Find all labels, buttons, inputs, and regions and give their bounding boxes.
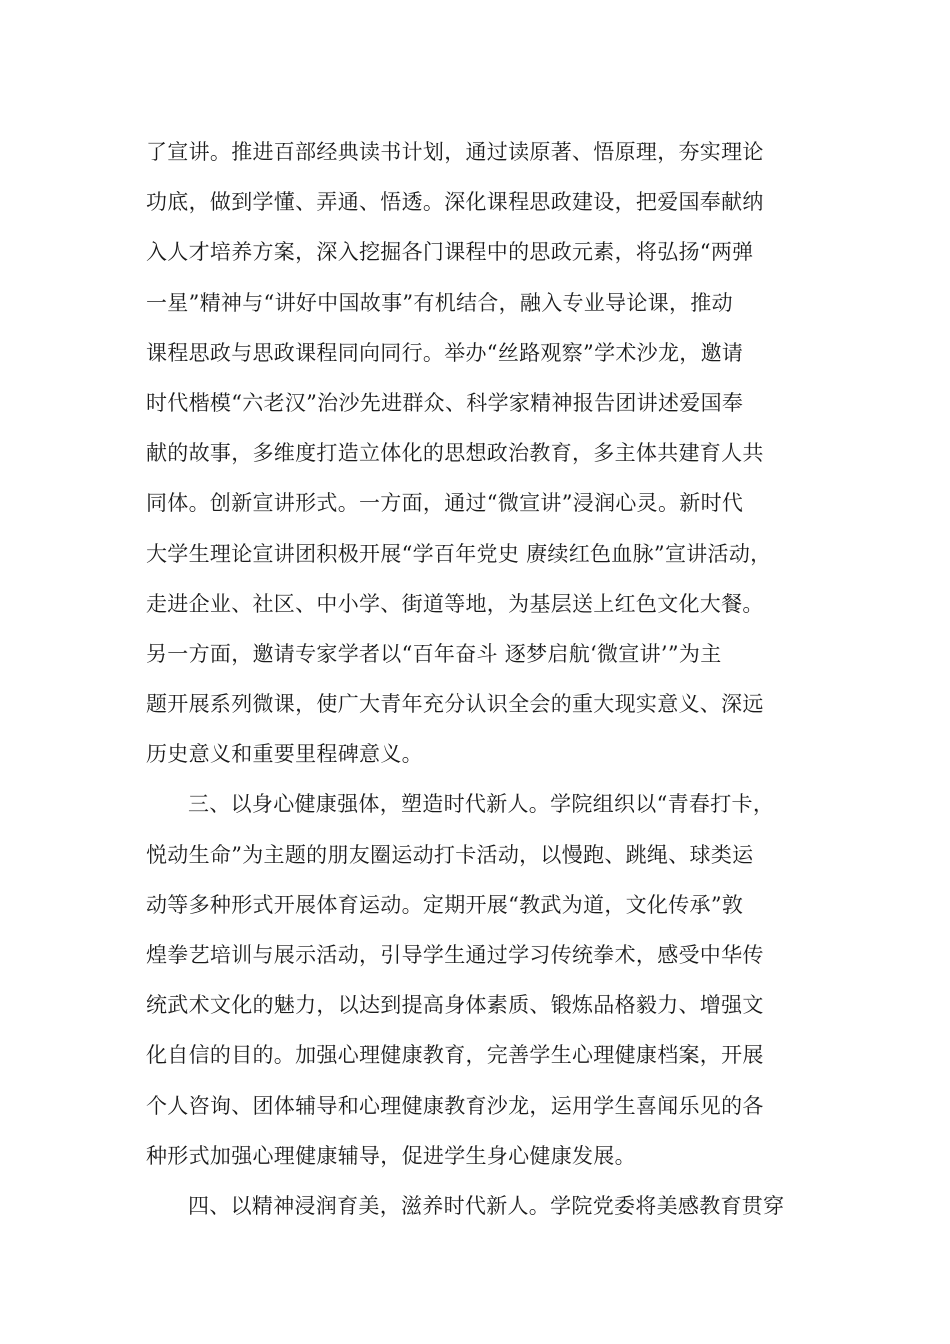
text-line: 入人才培养方案，深入挖掘各门课程中的思政元素，将弘扬“两弹 xyxy=(146,240,754,265)
section-heading-line: 三、以身心健康强体，塑造时代新人。学院组织以“青春打卡， xyxy=(188,792,775,817)
text-line: 了宣讲。推进百部经典读书计划，通过读原著、悟原理，夯实理论 xyxy=(146,140,764,164)
text-line: 走进企业、社区、中小学、街道等地，为基层送上红色文化大餐。 xyxy=(146,591,764,616)
text-line: 悦动生命”为主题的朋友圈运动打卡活动，以慢跑、跳绳、球类运 xyxy=(146,842,754,867)
text-line: 同体。创新宣讲形式。一方面，通过“微宣讲”浸润心灵。新时代 xyxy=(146,491,744,516)
text-line: 动等多种形式开展体育运动。定期开展“教武为道，文化传承”敦 xyxy=(146,892,744,917)
text-line: 大学生理论宣讲团积极开展“学百年党史 赓续红色血脉”宣讲活动， xyxy=(146,541,772,566)
text-line: 个人咨询、团体辅导和心理健康教育沙龙，运用学生喜闻乐见的各 xyxy=(146,1093,764,1118)
text-line: 历史意义和重要里程碑意义。 xyxy=(146,742,423,767)
text-line: 献的故事，多维度打造立体化的思想政治教育，多主体共建育人共 xyxy=(146,441,764,466)
text-line: 煌拳艺培训与展示活动，引导学生通过学习传统拳术，感受中华传 xyxy=(146,943,764,967)
text-line: 化自信的目的。加强心理健康教育，完善学生心理健康档案，开展 xyxy=(146,1043,764,1068)
section-heading-line: 四、以精神浸润育美，滋养时代新人。学院党委将美感教育贯穿 xyxy=(188,1193,785,1218)
text-line: 时代楷模“六老汉”治沙先进群众、科学家精神报告团讲述爱国奉 xyxy=(146,390,744,415)
text-line: 另一方面，邀请专家学者以“百年奋斗 逐梦启航‘微宣讲’”为主 xyxy=(146,641,722,666)
text-line: 一星”精神与“讲好中国故事”有机结合，融入专业导论课，推动 xyxy=(146,290,733,315)
document-body xyxy=(146,132,826,1236)
text-line: 功底，做到学懂、弄通、悟透。深化课程思政建设，把爱国奉献纳 xyxy=(146,190,764,215)
text-line: 种形式加强心理健康辅导，促进学生身心健康发展。 xyxy=(146,1143,636,1168)
text-line: 统武术文化的魅力，以达到提高身体素质、锻炼品格毅力、增强文 xyxy=(146,993,764,1018)
text-line: 课程思政与思政课程同向同行。举办“丝路观察”学术沙龙，邀请 xyxy=(146,340,744,365)
text-line: 题开展系列微课，使广大青年充分认识全会的重大现实意义、深远 xyxy=(146,692,764,717)
